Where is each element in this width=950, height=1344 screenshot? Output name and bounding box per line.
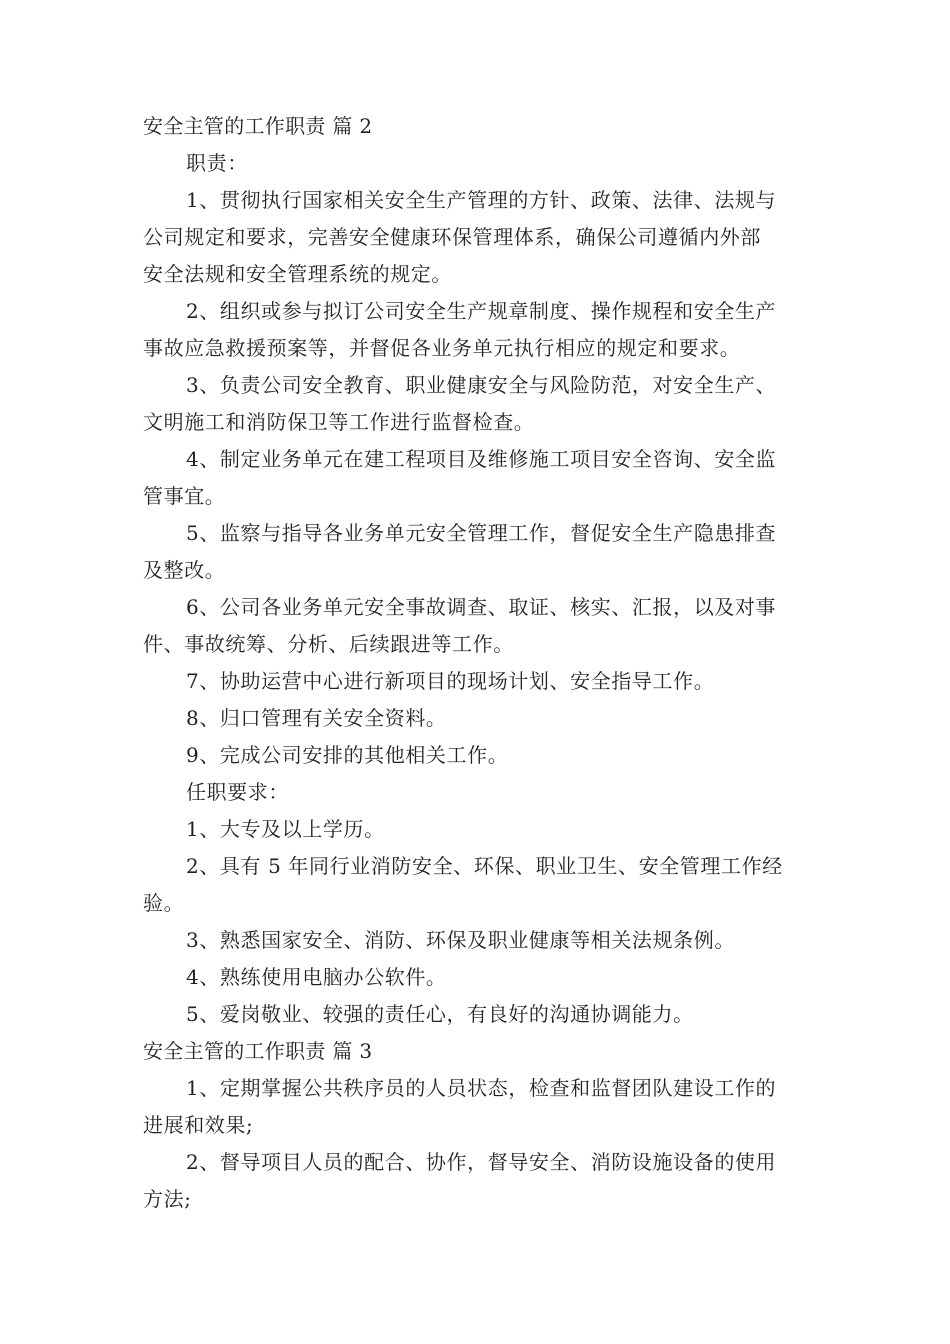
subheading-requirements: 任职要求： (186, 780, 289, 804)
paragraph-line: 管事宜。 (143, 484, 226, 508)
paragraph-line: 2、督导项目人员的配合、协作，督导安全、消防设施设备的使用 (186, 1150, 777, 1174)
paragraph-line: 件、事故统筹、分析、后续跟进等工作。 (143, 632, 514, 656)
paragraph-line: 8、归口管理有关安全资料。 (186, 706, 447, 730)
subheading-duties: 职责： (186, 151, 248, 175)
paragraph-line: 3、负责公司安全教育、职业健康安全与风险防范，对安全生产、 (186, 373, 777, 397)
paragraph-line: 2、组织或参与拟订公司安全生产规章制度、操作规程和安全生产 (186, 299, 777, 323)
section-heading: 安全主管的工作职责 篇 3 (143, 1039, 373, 1063)
paragraph-line: 及整改。 (143, 558, 226, 582)
paragraph-line: 1、大专及以上学历。 (186, 817, 385, 841)
paragraph-line: 文明施工和消防保卫等工作进行监督检查。 (143, 410, 535, 434)
paragraph-line: 3、熟悉国家安全、消防、环保及职业健康等相关法规条例。 (186, 928, 735, 952)
section-heading: 安全主管的工作职责 篇 2 (143, 114, 373, 138)
paragraph-line: 事故应急救援预案等，并督促各业务单元执行相应的规定和要求。 (143, 336, 741, 360)
paragraph-line: 公司规定和要求，完善安全健康环保管理体系，确保公司遵循内外部 (143, 225, 761, 249)
paragraph-line: 7、协助运营中心进行新项目的现场计划、安全指导工作。 (186, 669, 715, 693)
paragraph-line: 安全法规和安全管理系统的规定。 (143, 262, 452, 286)
paragraph-line: 4、熟练使用电脑办公软件。 (186, 965, 447, 989)
paragraph-line: 6、公司各业务单元安全事故调查、取证、核实、汇报，以及对事 (186, 595, 777, 619)
paragraph-line: 2、具有 5 年同行业消防安全、环保、职业卫生、安全管理工作经 (186, 854, 783, 878)
paragraph-line: 5、监察与指导各业务单元安全管理工作，督促安全生产隐患排查 (186, 521, 777, 545)
document-body (143, 108, 815, 1218)
paragraph-line: 9、完成公司安排的其他相关工作。 (186, 743, 509, 767)
paragraph-line: 方法; (143, 1187, 192, 1211)
paragraph-line: 进展和效果; (143, 1113, 254, 1137)
paragraph-line: 4、制定业务单元在建工程项目及维修施工项目安全咨询、安全监 (186, 447, 777, 471)
paragraph-line: 5、爱岗敬业、较强的责任心，有良好的沟通协调能力。 (186, 1002, 694, 1026)
paragraph-line: 验。 (143, 891, 185, 915)
paragraph-line: 1、贯彻执行国家相关安全生产管理的方针、政策、法律、法规与 (186, 188, 777, 212)
paragraph-line: 1、定期掌握公共秩序员的人员状态，检查和监督团队建设工作的 (186, 1076, 777, 1100)
